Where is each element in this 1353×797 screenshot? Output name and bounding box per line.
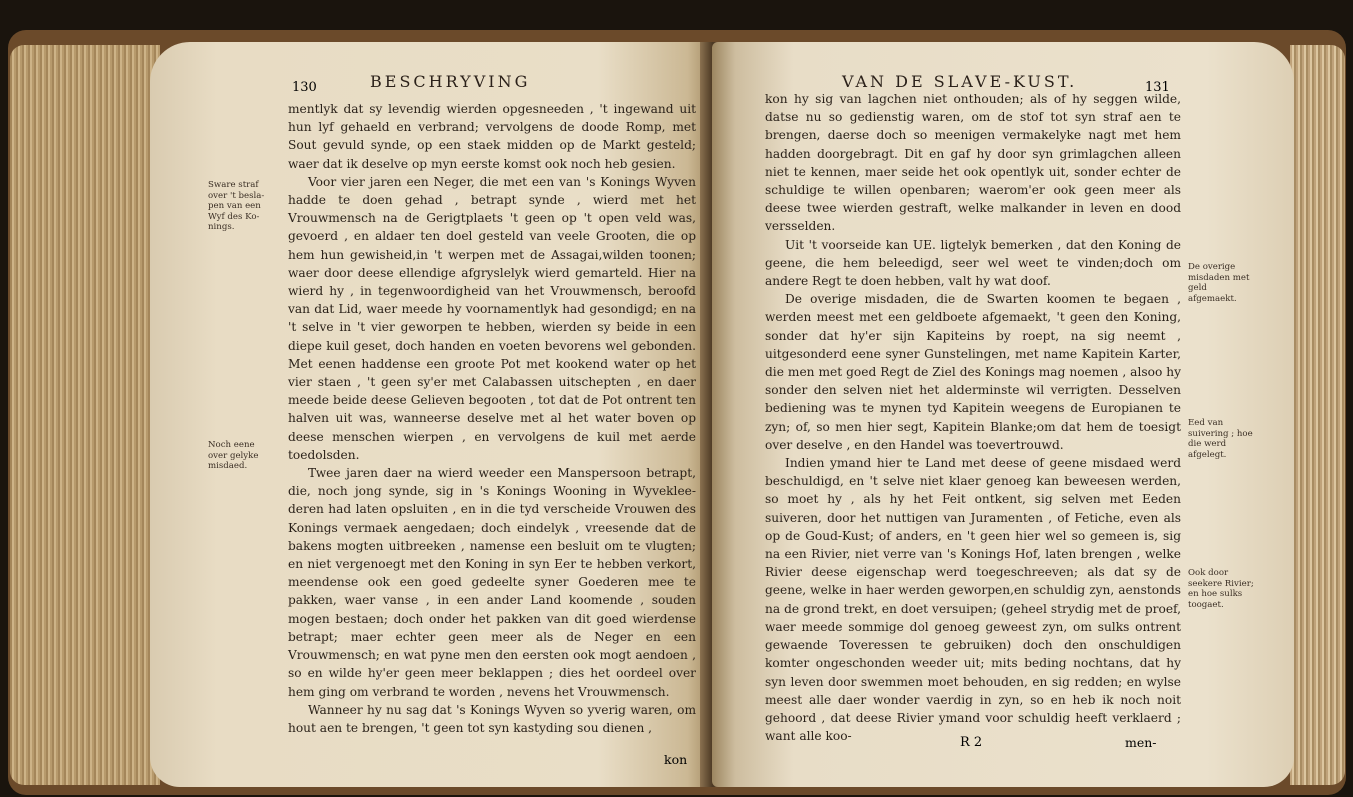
left-margin-note-2: Noch eene over gelyke misdaed. <box>208 440 259 471</box>
paragraph: Uit 't voorseide kan UE. ligtelyk bemerken , dat den Koning de geene, die hem beleedigd, seer wel weet te vinden;doch om andere Regt te doen hebben, valt hy wat doof. <box>765 237 1181 289</box>
right-page-number: 131 <box>1145 80 1170 95</box>
right-catchword: men- <box>1125 735 1157 750</box>
paragraph: kon hy sig van lagchen niet onthouden; als of hy seggen wilde, datse nu so gedienstig waren, om de stof tot syn straf aen te brengen, daerse doch so meenigen vermakelyke nagt met hem hadden doorgebragt. Dit en gaf hy door syn grimlagchen alleen niet te kennen, maer seide het ook opentlyk uit, sonder echter de schuldige te willen openbaren; waerom'er ook geen meer als deese twee wierden gestraft, welke malkander in leven en dood versselden. <box>765 92 1181 234</box>
left-running-head: BESCHRYVING <box>370 72 531 91</box>
paragraph: De overige misdaden, die de Swarten koomen te begaen , werden meest met een geldboete afgemaekt, 't geen den Koning, sonder dat hy'er sijn Kapiteins by roept, na sig neemt , uitgesonderd eene syner Gunstelingen, met name Kapitein Karter, die men met goed Regt de Ziel des Konings mag noemen , alsoo hy sonder den selven niet het alderminste wil verrigten. Desselven bediening was te mynen tyd Kapitein weegens de Europianen te zyn; of, so men hier segt, Kapitein Blanke;om dat hem de toesigt over deselve , en den Handel was toevertrouwd. <box>765 292 1181 452</box>
left-margin-note-1: Sware straf over 't besla-pen van een Wyf des Ko-nings. <box>208 180 265 232</box>
right-running-head: VAN DE SLAVE-KUST. <box>842 72 1078 91</box>
paragraph: Twee jaren daer na wierd weeder een Manspersoon betrapt, die, noch jong synde, sig in 's Konings Wooning in Wyveklee-deren had laten opsluiten , en in die tyd verscheide Vrouwen des Konings vermaek aengedaen; doch eindelyk , vreesende dat de bakens mogten uitbreeken , namense een besluit om te vlugten; en niet vergenoegt met den Koning in syn Eer te hebben verkort, meendense ook een goed gedeelte syner Goederen mee te pakken, waer vanse , in een ander Land koomende , souden mogen bestaen; doch onder het pakken van dit goed wierdense betrapt; maer echter geen meer als de Neger en een Vrouwmensch; en wat pyne men den eersten ook mogt aendoen , so en wilde hy'er geen meer beklappen ; dies het oordeel over hem ging om verbrand te worden , nevens het Vrouwmensch. <box>288 466 696 699</box>
signature-mark: R 2 <box>960 735 983 750</box>
right-margin-note-3: Ook door seekere Rivier; en hoe sulks toogaet. <box>1188 568 1254 610</box>
paragraph: Wanneer hy nu sag dat 's Konings Wyven so yverig waren, om hout aen te brengen, 't geen tot syn kastyding sou dienen , <box>288 702 696 735</box>
right-margin-note-2: Eed van suivering ; hoe die werd afgelegt. <box>1188 418 1253 460</box>
paragraph: mentlyk dat sy levendig wierden opgesneeden , 't ingewand uit hun lyf gehaeld en verbrand; vervolgens de doode Romp, met Sout gevuld synde, op een staek midden op de Markt gesteld; waer dat ik deselve op myn eerste komst ook noch heb gesien. <box>288 102 696 171</box>
right-page-edges <box>1290 45 1345 785</box>
paragraph: Voor vier jaren een Neger, die met een van 's Konings Wyven hadde te doen gehad , betrapt synde , wierd met het Vrouwmensch na de Gerigtplaets 't geen op 't open veld was, gevoerd , en aldaer ten doel gesteld van veele Grooten, die op hem hun gewisheid,in 't werpen met de Assagai,wilden toonen; waer door deese ellendige afgryslelyk wierd gemarteld. Hier na wierd hy , in tegenwoordigheid van het Vrouwmensch, beroofd van dat Lid, waer meede hy voornamentlyk had gesondigd; en na 't selve in 't vier geworpen te hebben, wierden sy beide in een diepe kuil geset, doch handen en voeten bevorens wel gebonden. Met eenen haddense een groote Pot met kookend water op het vier staen , 't geen sy'er met Calabassen uitschepten , en daer meede beide deese Gelieven begooten , tot dat de Pot ontrent ten halven uit was, wanneerse deselve met al het water boven op deese menschen wierpen , en vervolgens de kuil met aerde toedolsden. <box>288 174 696 462</box>
paragraph: Indien ymand hier te Land met deese of geene misdaed werd beschuldigd, en 't selve niet klaer genoeg kan beweesen werden, so moet hy , als hy het Feit ontkent, sig selven met Eeden suiveren, door het nuttigen van Juramenten , of Fetiche, even als op de Goud-Kust; of anders, en 't geen hier wel so gemeen is, sig na een Rivier, niet verre van 's Konings Hof, laten brengen , welke Rivier deese eigenschap werd toegeschreeven; als dat sy de geene, welke in haer werden geworpen,en schuldig zyn, aenstonds na de grond trekt, en doet versuipen; (geheel strydig met de proef, waer meede sommige dol genoeg geweest zyn, om sulks ontrent gewaende Toveressen te gebruiken) doch den onschuldigen komter ongeschonden weeder uit; mits beding nochtans, dat hy syn leven door swemmen moet behouden, en sig redden; en wylse meest alle daer wonder vaerdig in zyn, so en heb ik noch noit gehoord , dat deese Rivier ymand voor schuldig heeft verklaerd ; want alle koo- <box>765 456 1181 744</box>
left-page-number: 130 <box>292 80 317 95</box>
right-margin-note-1: De overige misdaden met geld afgemaekt. <box>1188 262 1250 304</box>
left-body-text <box>288 100 696 750</box>
left-catchword: kon <box>664 752 688 767</box>
left-page-edges <box>10 45 160 785</box>
